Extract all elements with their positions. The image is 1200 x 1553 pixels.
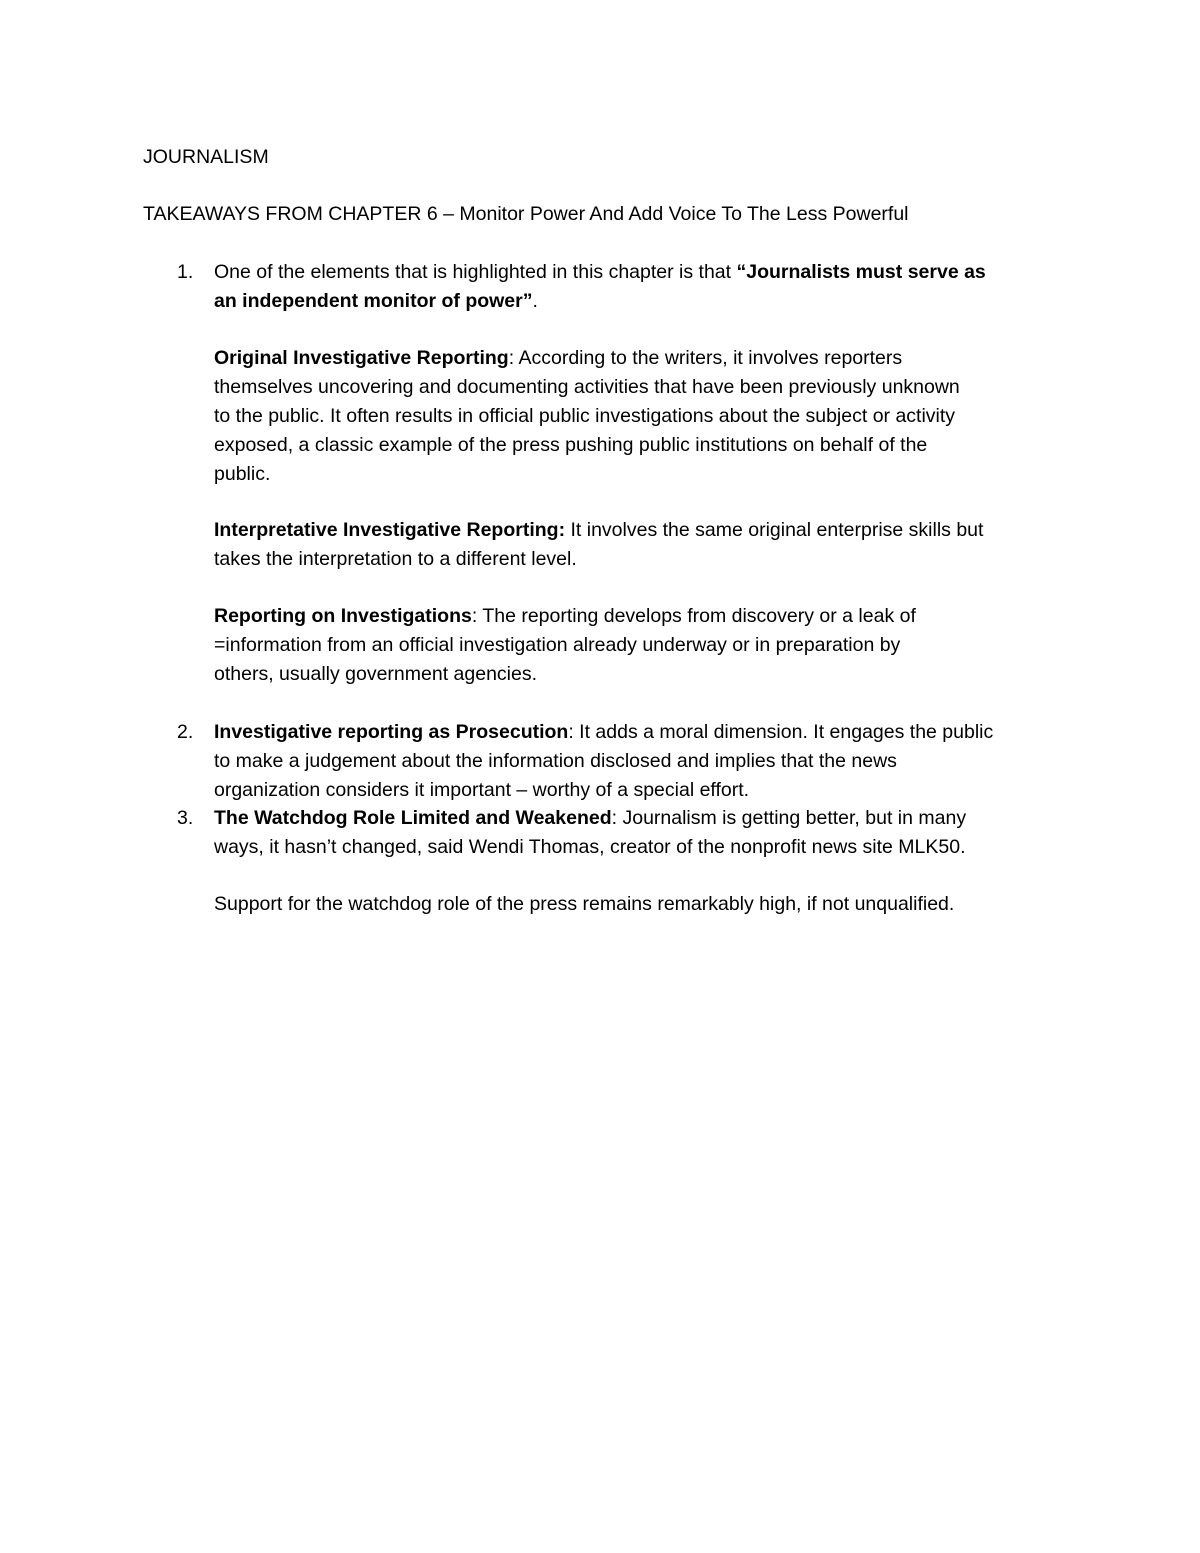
item3-line-2: ways, it hasn’t changed, said Wendi Thomas, creator of the nonprofit news site MLK50. [214, 836, 966, 858]
closing-line: Support for the watchdog role of the press remains remarkably high, if not unqualified. [214, 893, 955, 915]
item3-heading: The Watchdog Role Limited and Weakened [214, 807, 612, 829]
list-item-1-period: . [532, 290, 538, 312]
item2-text-1: : It adds a moral dimension. It engages the public [568, 721, 994, 743]
interpretative-line-1 [214, 516, 1114, 545]
paragraph-reporting-on-investigations [214, 602, 1114, 689]
item2-heading: Investigative reporting as Prosecution [214, 721, 569, 743]
item3-line-1 [214, 804, 1114, 833]
list-item-1-text: One of the elements that is highlighted in this chapter is that [214, 261, 737, 283]
interpretative-heading: Interpretative Investigative Reporting: [214, 519, 566, 541]
list-item-2-body [214, 718, 1114, 805]
item2-line-2: to make a judgement about the information disclosed and implies that the news [214, 750, 897, 772]
paragraph-closing [214, 890, 1114, 919]
paragraph-interpretative-reporting [214, 516, 1114, 574]
interpretative-line-2: takes the interpretation to a different level. [214, 548, 577, 570]
list-item-1-line-1 [214, 258, 1114, 287]
original-line-3: to the public. It often results in official public investigations about the subject or activity [214, 405, 956, 427]
document-title: JOURNALISM [143, 146, 269, 168]
paragraph-original-reporting [214, 344, 1114, 489]
list-item-1-quote-start: “Journalists must serve as [736, 261, 986, 283]
list-number-3: 3. [177, 807, 194, 829]
original-line-2: themselves uncovering and documenting activities that have been previously unknown [214, 376, 960, 398]
original-line-4: exposed, a classic example of the press pushing public institutions on behalf of the [214, 434, 928, 456]
item3-text-1: : Journalism is getting better, but in many [611, 807, 967, 829]
list-item-3-body [214, 804, 1114, 862]
original-heading: Original Investigative Reporting [214, 347, 509, 369]
investigations-text-1: : The reporting develops from discovery or a leak of [471, 605, 916, 627]
list-item-1-line-2 [214, 287, 1114, 316]
list-number-2: 2. [177, 721, 194, 743]
original-line-1 [214, 344, 1114, 373]
item2-line-1 [214, 718, 1114, 747]
list-item-1-body [214, 258, 1114, 316]
original-line-5: public. [214, 463, 271, 485]
investigations-line-2: =information from an official investigation already underway or in preparation by [214, 634, 901, 656]
investigations-heading: Reporting on Investigations [214, 605, 472, 627]
document-subtitle: TAKEAWAYS FROM CHAPTER 6 – Monitor Power And Add Voice To The Less Powerful [143, 203, 909, 225]
investigations-line-1 [214, 602, 1114, 631]
list-number-1: 1. [177, 261, 194, 283]
list-item-1-quote-end: an independent monitor of power” [214, 290, 533, 312]
original-text-1: : According to the writers, it involves reporters [508, 347, 903, 369]
interpretative-text-1: It involves the same original enterprise skills but [565, 519, 984, 541]
item2-line-3: organization considers it important – worthy of a special effort. [214, 779, 750, 801]
investigations-line-3: others, usually government agencies. [214, 663, 538, 685]
